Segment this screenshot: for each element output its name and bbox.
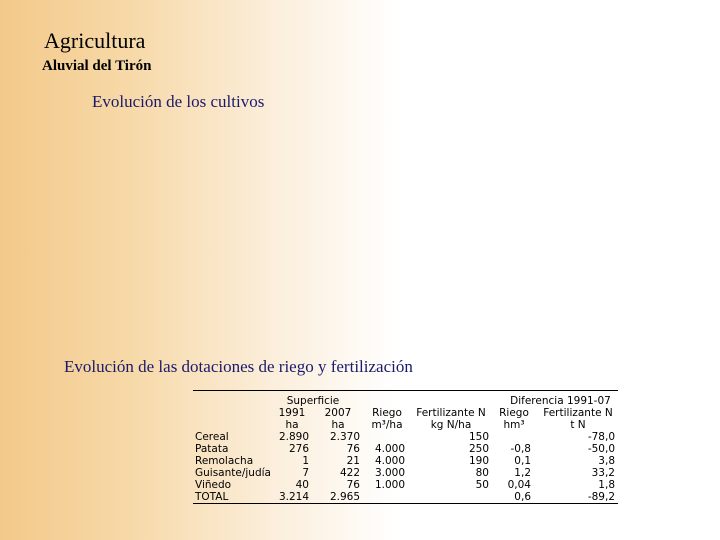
header-riego: Riego <box>372 407 402 419</box>
cell-riego: 3.000 <box>374 467 405 479</box>
header-superficie: Superficie <box>286 395 340 407</box>
cell-s1991: 1 <box>302 455 309 467</box>
cell-diff-fert: 1,8 <box>598 479 615 491</box>
section-heading-cultivos: Evolución de los cultivos <box>92 92 265 111</box>
cell-s2007: 422 <box>339 467 360 479</box>
cell-cultivo: Patata <box>195 443 229 455</box>
cell-cultivo: Cereal <box>195 431 229 443</box>
cell-s1991: 2.890 <box>278 431 309 443</box>
header-1991: 1991 <box>278 407 306 419</box>
header-diferencia: Diferencia 1991-07 <box>510 395 611 407</box>
cell-s2007: 2.370 <box>329 431 360 443</box>
header-unit-diff-riego: hm³ <box>503 419 525 431</box>
cell-diff-fert: -78,0 <box>587 431 615 443</box>
header-unit-ha-2007: ha <box>331 419 345 431</box>
header-unit-diff-fertilizante: t N <box>570 419 586 431</box>
cell-fert: 150 <box>468 431 489 443</box>
cell-diff-riego: 0,04 <box>507 479 531 491</box>
cell-cultivo: TOTAL <box>195 491 229 503</box>
cell-diff-fert: 33,2 <box>591 467 615 479</box>
cell-s1991: 276 <box>288 443 309 455</box>
section-heading-dotaciones: Evolución de las dotaciones de riego y fertilización <box>64 357 413 376</box>
cell-s1991: 7 <box>302 467 309 479</box>
header-unit-riego: m³/ha <box>371 419 403 431</box>
header-diff-fertilizante: Fertilizante N <box>543 407 613 419</box>
cell-fert: 250 <box>468 443 489 455</box>
cell-cultivo: Remolacha <box>195 455 254 467</box>
cell-s2007: 21 <box>346 455 360 467</box>
cell-riego: 1.000 <box>374 479 405 491</box>
cell-diff-fert: -50,0 <box>587 443 615 455</box>
cell-riego: 4.000 <box>374 443 405 455</box>
header-diff-riego: Riego <box>499 407 529 419</box>
cell-riego: 4.000 <box>374 455 405 467</box>
slide-title: Agricultura <box>44 28 146 53</box>
cell-fert: 50 <box>475 479 489 491</box>
header-2007: 2007 <box>324 407 352 419</box>
header-unit-fertilizante: kg N/ha <box>430 419 472 431</box>
cell-diff-fert: -89,2 <box>587 491 615 503</box>
dotaciones-table <box>193 390 618 504</box>
cell-diff-riego: 0,1 <box>514 455 531 467</box>
cell-fert: 190 <box>468 455 489 467</box>
cell-diff-riego: 1,2 <box>514 467 531 479</box>
header-fertilizante: Fertilizante N <box>416 407 486 419</box>
cell-s2007: 76 <box>346 479 360 491</box>
cell-fert: 80 <box>475 467 489 479</box>
slide-subtitle: Aluvial del Tirón <box>42 58 152 74</box>
header-unit-ha-1991: ha <box>285 419 299 431</box>
cell-diff-riego: 0,6 <box>514 491 531 503</box>
cell-diff-fert: 3,8 <box>598 455 615 467</box>
cell-cultivo: Guisante/judía <box>195 467 271 479</box>
cell-diff-riego: -0,8 <box>510 443 531 455</box>
cell-s2007: 2.965 <box>329 491 360 503</box>
cell-s2007: 76 <box>346 443 360 455</box>
cell-s1991: 3.214 <box>278 491 309 503</box>
cell-s1991: 40 <box>295 479 309 491</box>
cell-cultivo: Viñedo <box>195 479 232 491</box>
